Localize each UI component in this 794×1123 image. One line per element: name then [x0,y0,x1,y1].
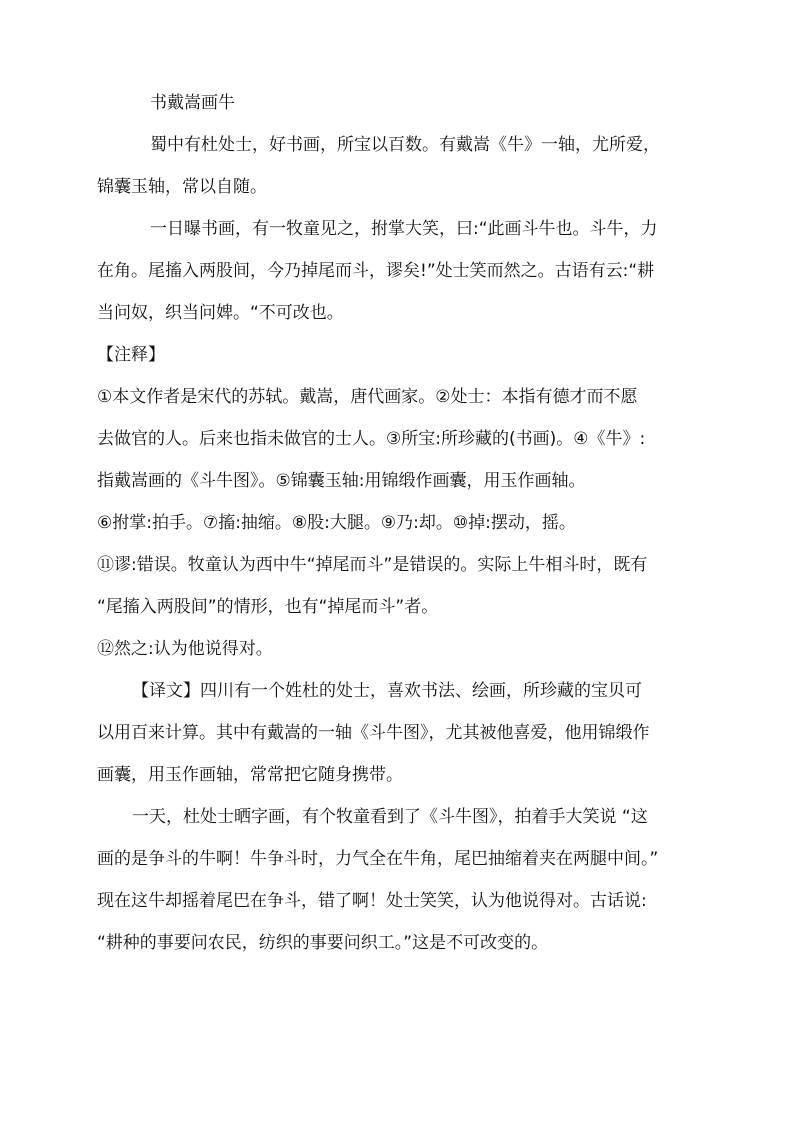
note-line: ⑪谬:错误。牧童认为西中牛“掉尾而斗”是错误的。实际上牛相斗时，既有 [97,555,648,575]
original-text-line: 一日曝书画，有一牧童见之，拊掌大笑，曰:“此画斗牛也。斗牛，力 [150,219,658,239]
note-line: ⑥拊掌:拍手。⑦搐:抽缩。⑧股:大腿。⑨乃:却。⑩掉:摆动，摇。 [97,513,576,533]
note-line: 去做官的人。后来也指未做官的士人。③所宝:所珍藏的(书画)。④《牛》: [97,429,646,449]
original-text-line: 在角。尾搐入两股间，今乃掉尾而斗，谬矣!”处士笑而然之。古语有云:“耕 [97,261,655,281]
note-line: ①本文作者是宋代的苏轼。戴嵩，唐代画家。②处士：本指有德才而不愿 [97,387,638,407]
translation-line: 画囊，用玉作画轴，常常把它随身携带。 [97,765,403,785]
note-line: 指戴嵩画的《斗牛图》。⑤锦囊玉轴:用锦缎作画囊，用玉作画轴。 [97,471,586,491]
document-title: 书戴嵩画牛 [150,93,235,113]
note-line: ⑫然之:认为他说得对。 [97,639,273,659]
original-text-line: 蜀中有杜处士，好书画，所宝以百数。有戴嵩《牛》一轴，尤所爱， [150,135,660,155]
translation-line: “耕种的事要问农民，纺织的事要问织工。”这是不可改变的。 [97,933,549,953]
notes-heading: 【注释】 [97,345,165,365]
translation-line: 画的是争斗的牛啊！牛争斗时，力气全在牛角，尾巴抽缩着夹在两腿中间。” [97,849,659,869]
translation-line: 以用百来计算。其中有戴嵩的一轴《斗牛图》，尤其被他喜爱，他用锦缎作 [97,723,650,743]
translation-line: 一天，杜处士晒字画，有个牧童看到了《斗牛图》，拍着手大笑说 “这 [132,807,648,827]
translation-line: 现在这牛却摇着尾巴在争斗，错了啊！处士笑笑，认为他说得对。古话说: [97,891,647,911]
note-line: “尾搐入两股间”的情形，也有“掉尾而斗”者。 [97,597,439,617]
translation-line: 【译文】四川有一个姓杜的处士，喜欢书法、绘画，所珍藏的宝贝可 [132,681,642,701]
original-text-line: 锦囊玉轴，常以自随。 [97,177,267,197]
original-text-line: 当问奴，织当问婢。“不可改也。 [97,303,344,323]
